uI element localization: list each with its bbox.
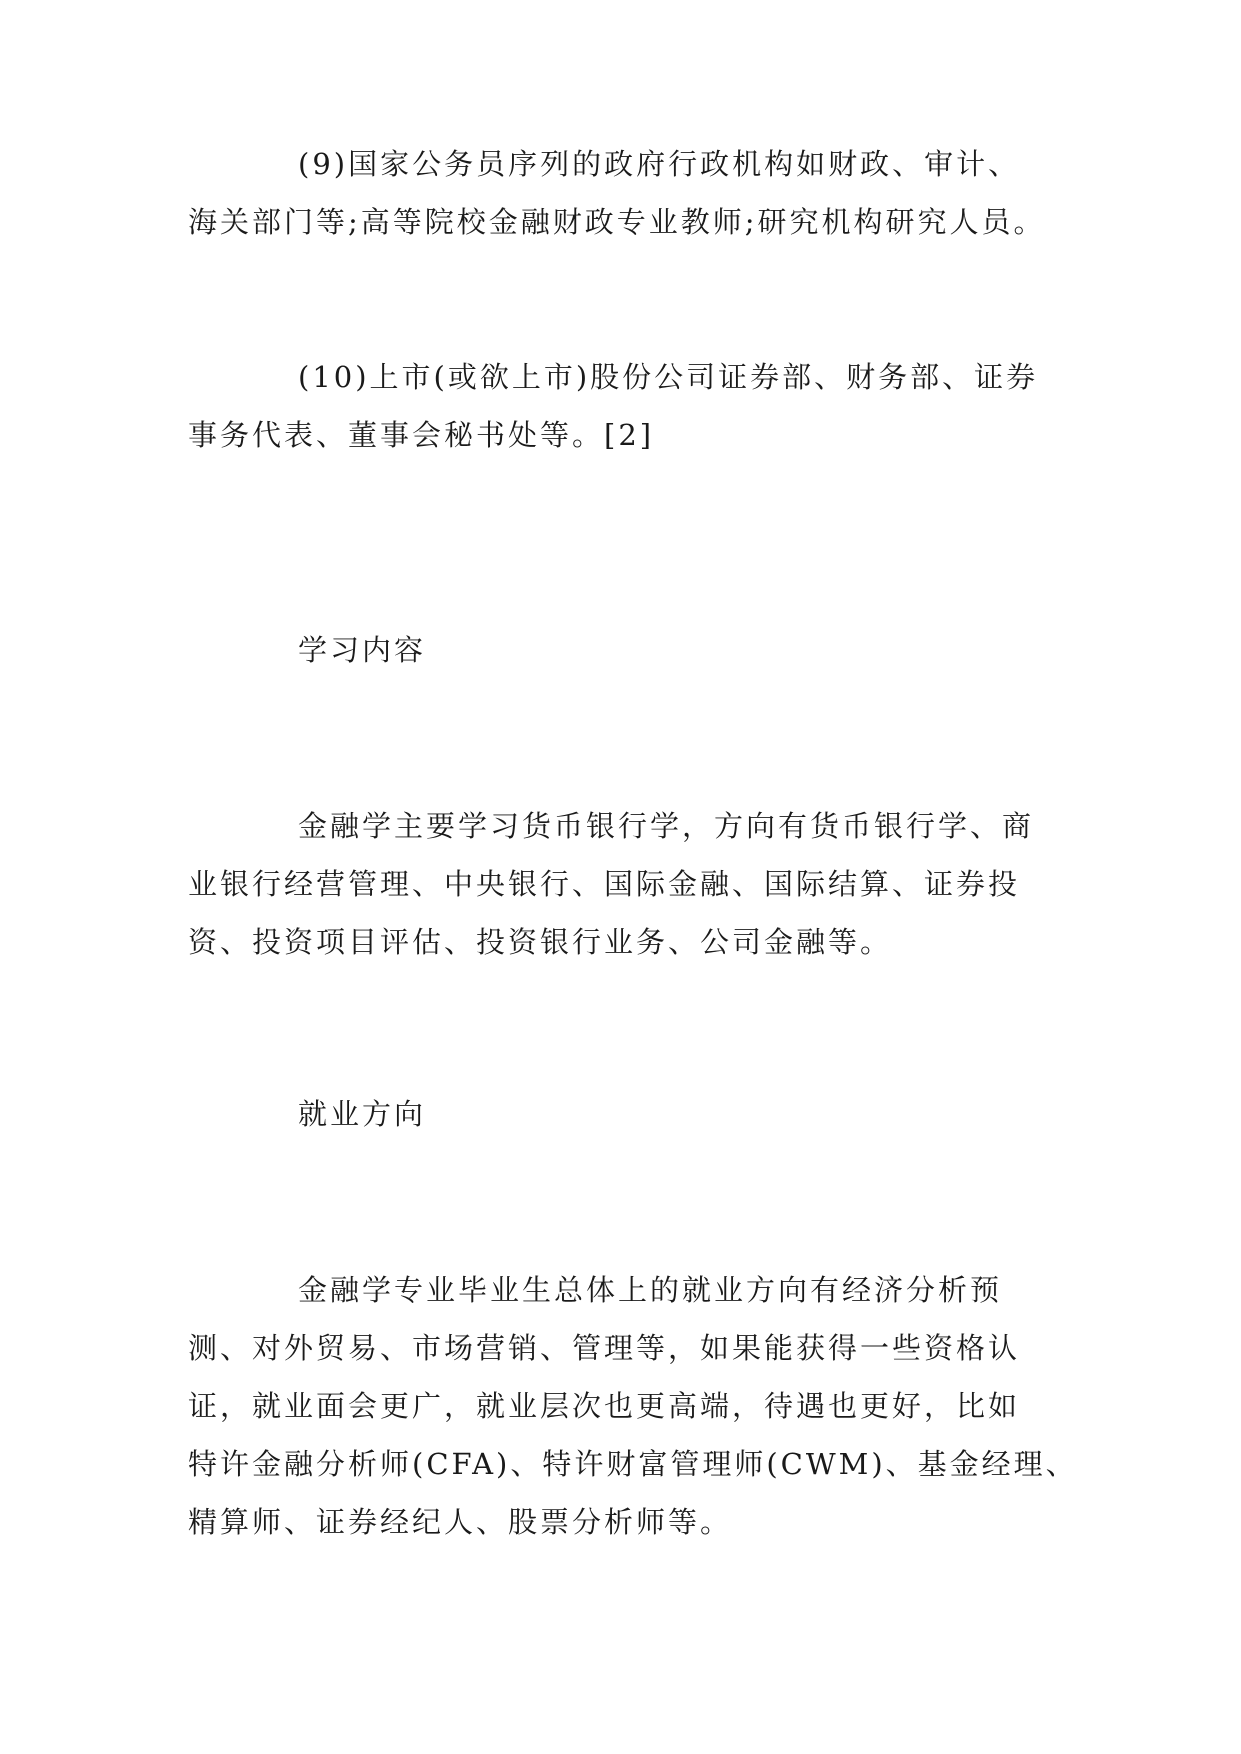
paragraph-line: 业银行经营管理、中央银行、国际金融、国际结算、证券投 xyxy=(188,867,1021,901)
paragraph-line: 证，就业面会更广，就业层次也更高端，待遇也更好，比如 xyxy=(188,1389,1021,1423)
paragraph-9 xyxy=(188,135,1068,251)
paragraph-line: 测、对外贸易、市场营销、管理等，如果能获得一些资格认 xyxy=(188,1331,1021,1365)
paragraph-line: 事务代表、董事会秘书处等。[2] xyxy=(188,418,655,452)
paragraph-study xyxy=(188,797,1068,971)
paragraph-line: (10)上市(或欲上市)股份公司证券部、财务部、证券 xyxy=(298,360,1039,394)
section-heading-study: 学习内容 xyxy=(298,633,427,667)
paragraph-line: 资、投资项目评估、投资银行业务、公司金融等。 xyxy=(188,925,893,959)
paragraph-line: 海关部门等;高等院校金融财政专业教师;研究机构研究人员。 xyxy=(188,205,1046,239)
section-heading-career: 就业方向 xyxy=(298,1097,427,1131)
paragraph-line: 金融学专业毕业生总体上的就业方向有经济分析预 xyxy=(298,1273,1003,1307)
paragraph-line: 特许金融分析师(CFA)、特许财富管理师(CWM)、基金经理、 xyxy=(188,1447,1078,1481)
paragraph-line: 精算师、证券经纪人、股票分析师等。 xyxy=(188,1505,733,1539)
paragraph-line: (9)国家公务员序列的政府行政机构如财政、审计、 xyxy=(298,147,1021,181)
paragraph-line: 金融学主要学习货币银行学，方向有货币银行学、商 xyxy=(298,809,1035,843)
paragraph-10 xyxy=(188,348,1068,464)
paragraph-career xyxy=(188,1261,1078,1551)
